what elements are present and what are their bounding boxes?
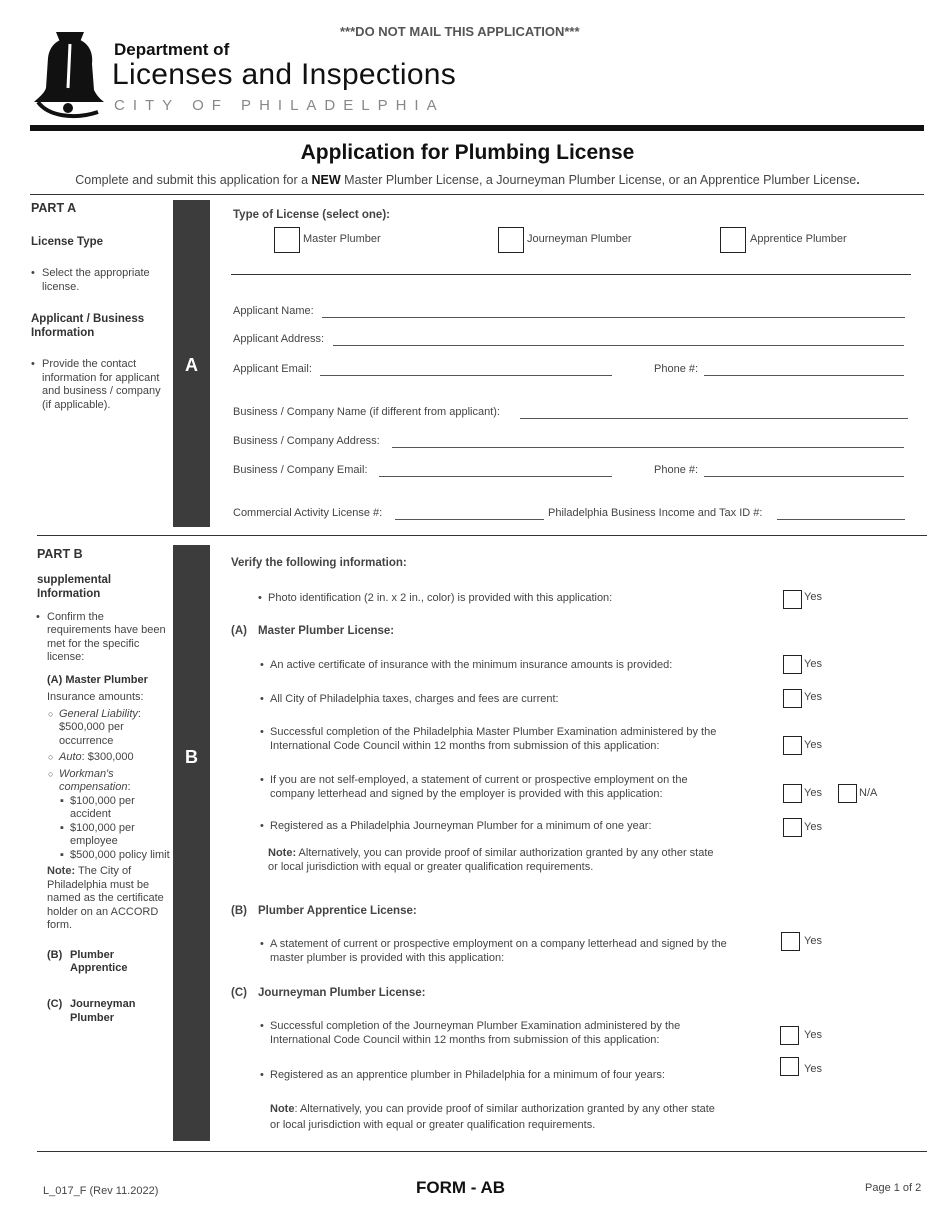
c-apprentice-yes-checkbox[interactable]	[780, 1057, 799, 1076]
section-c-letter: (C)	[231, 987, 247, 999]
tax-id-label: Philadelphia Business Income and Tax ID #:	[548, 507, 763, 519]
section-c-title: Journeyman Plumber License:	[258, 987, 426, 999]
master-plumber-checkbox[interactable]	[274, 227, 300, 253]
yes-label: Yes	[804, 935, 822, 947]
phone-1-label: Phone #:	[654, 363, 699, 375]
type-of-license-label: Type of License (select one):	[233, 209, 390, 221]
applicant-heading: Applicant / Business Information	[31, 313, 145, 339]
yes-label: Yes	[804, 1063, 822, 1075]
plumber-apprentice-side-label: (B) Plumber Apprentice	[47, 948, 128, 974]
liberty-bell-logo-icon	[28, 28, 108, 120]
part-a-bar-letter: A	[185, 355, 198, 375]
dept-line-1: Department of	[114, 40, 230, 59]
do-not-mail-notice: ***DO NOT MAIL THIS APPLICATION***	[340, 24, 580, 39]
apprentice-plumber-checkbox[interactable]	[720, 227, 746, 253]
section-a-title: Master Plumber License:	[258, 625, 395, 637]
phone-2-label: Phone #:	[654, 464, 699, 476]
na-label: N/A	[859, 787, 878, 799]
part-b-bar	[173, 545, 210, 1141]
yes-label: Yes	[804, 658, 822, 670]
section-b-title: Plumber Apprentice License:	[258, 905, 417, 917]
cal-input[interactable]	[395, 519, 544, 520]
a-item-taxes: • All City of Philadelphia taxes, charges and fees are current:	[270, 692, 740, 706]
business-address-input[interactable]	[392, 447, 904, 448]
applicant-bullet: • Provide the contact information for applicant and business / company (if applicable).	[42, 358, 166, 412]
a-item-insurance: • An active certificate of insurance with the minimum insurance amounts is provided:	[270, 658, 740, 672]
a-journeyman-yes-checkbox[interactable]	[783, 818, 802, 837]
apprentice-plumber-label: Apprentice Plumber	[750, 233, 847, 245]
intro-text: Complete and submit this application for a NEW Master Plumber License, a Journeyman Plumber License, or an Apprentice Plumber License.	[75, 173, 860, 187]
yes-label: Yes	[804, 691, 822, 703]
a-exam-yes-checkbox[interactable]	[783, 736, 802, 755]
a-item-journeyman: • Registered as a Philadelphia Journeyman Plumber for a minimum of one year:	[270, 819, 740, 833]
applicant-email-input[interactable]	[320, 375, 612, 376]
verify-label: Verify the following information:	[231, 557, 407, 569]
wc-item: ▪ $100,000 per employee	[70, 822, 170, 849]
dept-line-2: Licenses and Inspections	[112, 58, 457, 91]
part-divider	[37, 535, 927, 536]
b-item-employment: • A statement of current or prospective employment on a company letterhead and signed by the master plumber is provided with this application:	[270, 937, 730, 965]
applicant-name-input[interactable]	[322, 317, 905, 318]
section-b-letter: (B)	[231, 905, 247, 917]
business-name-label: Business / Company Name (if different from applicant):	[233, 406, 500, 418]
auto-insurance: ○ Auto: $300,000	[59, 751, 170, 765]
business-name-input[interactable]	[520, 418, 908, 419]
page-title: Application for Plumbing License	[300, 141, 635, 164]
general-liability: ○ General Liability: $500,000 per occurrence	[59, 708, 170, 749]
insurance-label: Insurance amounts:	[47, 691, 144, 703]
part-a-heading: PART A	[31, 201, 77, 215]
master-plumber-label: Master Plumber	[303, 233, 381, 245]
c-item-exam: • Successful completion of the Journeyman Plumber Examination administered by the International Code Council within 12 months from submission of this application:	[270, 1019, 715, 1047]
part-b-heading: PART B	[37, 547, 83, 561]
part-a-bar	[173, 200, 210, 527]
section-rule	[231, 274, 911, 275]
journeyman-plumber-side-label: (C) Journeyman Plumber	[47, 998, 136, 1024]
part-b-bullet: • Confirm the requirements have been met for the specific license:	[47, 611, 170, 665]
cal-label: Commercial Activity License #:	[233, 507, 383, 519]
journeyman-plumber-checkbox[interactable]	[498, 227, 524, 253]
a-note: Note: Alternatively, you can provide proof of similar authorization granted by any other state or local jurisdiction with equal or greater qualification requirements.	[268, 847, 714, 873]
divider	[30, 194, 924, 195]
business-email-label: Business / Company Email:	[233, 464, 368, 476]
c-item-apprentice: • Registered as an apprentice plumber in Philadelphia for a minimum of four years:	[270, 1068, 740, 1082]
master-plumber-side-label: (A) Master Plumber	[47, 673, 148, 686]
wc-item: ▪ $100,000 per accident	[70, 795, 170, 822]
form-code: L_017_F (Rev 11.2022)	[43, 1185, 159, 1197]
supplemental-heading: supplemental Information	[37, 573, 112, 600]
business-address-label: Business / Company Address:	[233, 435, 380, 447]
applicant-address-label: Applicant Address:	[233, 333, 325, 345]
part-b-sidebar	[37, 547, 170, 1024]
yes-label: Yes	[804, 591, 822, 603]
yes-label: Yes	[804, 1029, 822, 1041]
part-b-bar-letter: B	[185, 747, 198, 767]
page-number: Page 1 of 2	[865, 1182, 922, 1194]
c-exam-yes-checkbox[interactable]	[780, 1026, 799, 1045]
license-type-bullet: • Select the appropriate license.	[42, 267, 166, 294]
yes-label: Yes	[804, 787, 822, 799]
header-rule	[30, 125, 924, 131]
a-taxes-yes-checkbox[interactable]	[783, 689, 802, 708]
form-name: FORM - AB	[416, 1178, 506, 1197]
yes-label: Yes	[804, 821, 822, 833]
applicant-name-label: Applicant Name:	[233, 305, 314, 317]
a-insurance-yes-checkbox[interactable]	[783, 655, 802, 674]
dept-line-3: CITY OF PHILADELPHIA	[114, 97, 445, 114]
part-a-sidebar	[31, 202, 166, 412]
applicant-email-label: Applicant Email:	[233, 363, 312, 375]
a-employment-yes-checkbox[interactable]	[783, 784, 802, 803]
wc-item: ▪ $500,000 policy limit	[70, 849, 170, 863]
tax-id-input[interactable]	[777, 519, 905, 520]
business-email-input[interactable]	[379, 476, 612, 477]
phone-1-input[interactable]	[704, 375, 904, 376]
insurance-note: Note: The City of Philadelphia must be named as the certificate holder on an ACCORD form.	[47, 865, 164, 931]
workmans-comp: ○ Workman's compensation:	[59, 768, 170, 795]
c-note: Note: Alternatively, you can provide proof of similar authorization granted by any other state or local jurisdiction with equal or greater qualification requirements.	[270, 1103, 715, 1131]
phone-2-input[interactable]	[704, 476, 904, 477]
a-employment-na-checkbox[interactable]	[838, 784, 857, 803]
journeyman-plumber-label: Journeyman Plumber	[527, 233, 632, 245]
section-a-letter: (A)	[231, 625, 247, 637]
a-item-exam: • Successful completion of the Philadelphia Master Plumber Examination administered by the International Code Council within 12 months from submission of this application:	[270, 725, 735, 753]
a-item-employment: • If you are not self-employed, a statement of current or prospective employment on the company letterhead and signed by the employer is provided with this application:	[270, 773, 732, 801]
photo-yes-checkbox[interactable]	[783, 590, 802, 609]
footer-rule	[37, 1151, 927, 1152]
b-employment-yes-checkbox[interactable]	[781, 932, 800, 951]
applicant-address-input[interactable]	[333, 345, 904, 346]
photo-id-item: • Photo identification (2 in. x 2 in., color) is provided with this application:	[268, 591, 748, 605]
license-type-heading: License Type	[31, 235, 104, 248]
yes-label: Yes	[804, 739, 822, 751]
